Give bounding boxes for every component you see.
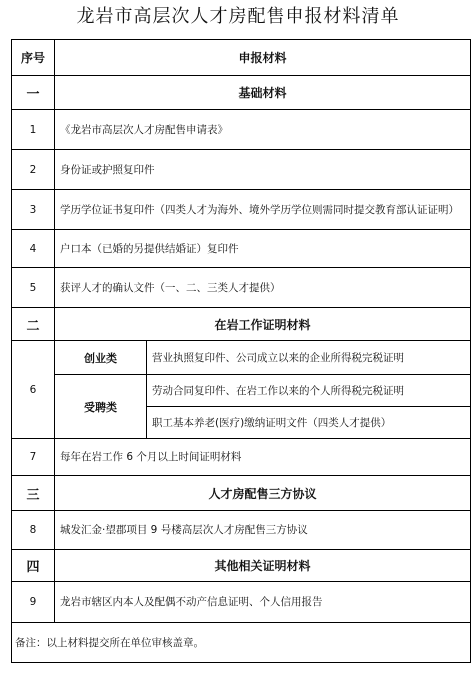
table-row xyxy=(12,439,471,476)
row-text: 职工基本养老(医疗)缴纳证明文件（四类人才提供） xyxy=(147,407,471,439)
subgroup-label-entrepreneur: 创业类 xyxy=(55,341,147,375)
section-row-agreement xyxy=(12,476,471,511)
note-row xyxy=(12,623,471,663)
row-number: 2 xyxy=(12,150,55,190)
table-header-row xyxy=(12,40,471,76)
table-row xyxy=(12,110,471,150)
row-number: 7 xyxy=(12,439,55,476)
row-number: 6 xyxy=(12,341,55,439)
row-text: 龙岩市辖区内本人及配偶不动产信息证明、个人信用报告 xyxy=(55,582,471,623)
row-number: 3 xyxy=(12,190,55,230)
row-number: 4 xyxy=(12,230,55,268)
section-number: 一 xyxy=(12,76,55,110)
section-number: 四 xyxy=(12,550,55,582)
table-row xyxy=(12,190,471,230)
section-number: 二 xyxy=(12,308,55,341)
row-text: 城发汇金·望郡项目 9 号楼高层次人才房配售三方协议 xyxy=(55,511,471,550)
header-serial-number: 序号 xyxy=(12,40,55,76)
section-title: 基础材料 xyxy=(55,76,471,110)
section-title: 其他相关证明材料 xyxy=(55,550,471,582)
row-text: 营业执照复印件、公司成立以来的企业所得税完税证明 xyxy=(147,341,471,375)
row-number: 9 xyxy=(12,582,55,623)
row-text: 每年在岩工作 6 个月以上时间证明材料 xyxy=(55,439,471,476)
section-title: 人才房配售三方协议 xyxy=(55,476,471,511)
row-number: 5 xyxy=(12,268,55,308)
table-row xyxy=(12,230,471,268)
note-text: 备注：以上材料提交所在单位审核盖章。 xyxy=(12,623,471,663)
table-row xyxy=(12,511,471,550)
row-text: 学历学位证书复印件（四类人才为海外、境外学历学位则需同时提交教育部认证证明） xyxy=(55,190,471,230)
table-row xyxy=(12,375,471,407)
table-row xyxy=(12,268,471,308)
row-text: 获评人才的确认文件（一、二、三类人才提供） xyxy=(55,268,471,308)
section-title: 在岩工作证明材料 xyxy=(55,308,471,341)
row-number: 8 xyxy=(12,511,55,550)
subgroup-label-employed: 受聘类 xyxy=(55,375,147,439)
document-title: 龙岩市高层次人才房配售申报材料清单 xyxy=(76,6,400,27)
table-row xyxy=(12,150,471,190)
row-text: 户口本（已婚的另提供结婚证）复印件 xyxy=(55,230,471,268)
row-text: 身份证或护照复印件 xyxy=(55,150,471,190)
header-materials: 申报材料 xyxy=(55,40,471,76)
row-text: 劳动合同复印件、在岩工作以来的个人所得税完税证明 xyxy=(147,375,471,407)
row-text: 《龙岩市高层次人才房配售申请表》 xyxy=(55,110,471,150)
table-row xyxy=(12,341,471,375)
materials-table xyxy=(11,39,471,663)
section-row-other xyxy=(12,550,471,582)
section-row-work-proof xyxy=(12,308,471,341)
section-number: 三 xyxy=(12,476,55,511)
table-row xyxy=(12,582,471,623)
row-number: 1 xyxy=(12,110,55,150)
section-row-basic xyxy=(12,76,471,110)
